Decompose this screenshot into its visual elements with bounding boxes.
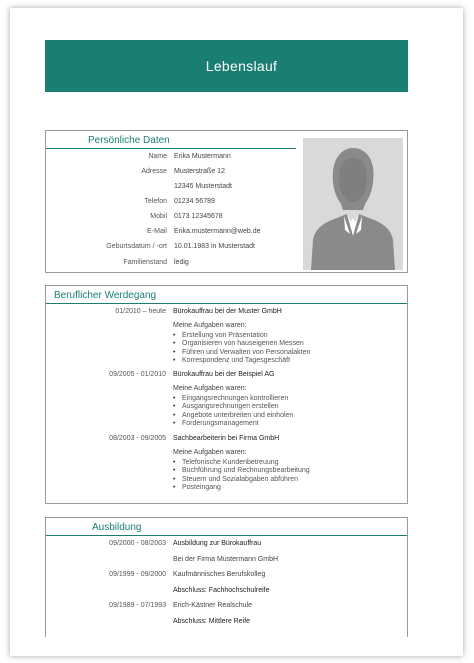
header-band [45,40,408,92]
career-date-2: 09/2005 - 01/2010 [109,371,166,378]
list-item: • Buchführung und Rechnungsbearbeitung [173,467,310,475]
career-intro-2: Meine Aufgaben waren: [173,385,247,392]
list-item: • Korrespondenz und Tagesgeschäft [173,357,310,365]
label-mobile: Mobil [150,213,167,220]
list-item: • Organisieren von hauseigenen Messen [173,340,310,348]
value-birth: 10.01.1983 in Musterstadt [174,243,255,250]
edu-value-5: Erich-Kästner Realschule [173,602,252,609]
career-title-2: Bürokauffrau bei der Beispiel AG [173,371,275,378]
section-education [45,517,408,637]
career-intro-3: Meine Aufgaben waren: [173,449,247,456]
section-personal [45,130,408,273]
label-phone: Telefon [144,198,167,205]
value-email: Erika.mustermann@web.de [174,228,261,235]
career-intro-1: Meine Aufgaben waren: [173,322,247,329]
list-item: • Posteingang [173,484,310,492]
list-item: • Telefonische Kundenbetreuung [173,459,310,467]
edu-date-3: 09/1999 - 09/2000 [109,571,166,578]
edu-value-1: Ausbildung zur Bürokauffrau [173,540,262,547]
value-address-street: Musterstraße 12 [174,168,225,175]
career-title-1: Bürokauffrau bei der Muster GmbH [173,308,282,315]
label-email: E-Mail [147,228,167,235]
list-item: • Führen und Verwalten von Personalakten [173,349,310,357]
list-item: • Eingangsrechnungen kontrollieren [173,395,293,403]
career-date-1: 01/2010 – heute [115,308,166,315]
value-phone: 01234 56789 [174,198,215,205]
edu-value-2: Bei der Firma Mustermann GmbH [173,556,279,563]
section-divider [46,535,407,536]
edu-value-4: Abschluss: Fachhochschulreife [173,587,270,594]
edu-value-6: Abschluss: Mittlere Reife [173,618,251,625]
list-item: • Ausgangsrechnungen erstellen [173,403,293,411]
label-birth: Geburtsdatum / -ort [106,243,167,250]
label-marital: Familienstand [123,259,167,266]
edu-date-5: 09/1989 - 07/1993 [109,602,166,609]
person-silhouette-icon [303,138,403,270]
section-title-career: Beruflicher Werdegang [54,290,157,301]
label-name: Name [148,153,167,160]
section-title-education: Ausbildung [92,522,142,533]
profile-photo-placeholder [303,138,403,270]
career-date-3: 08/2003 - 09/2005 [109,435,166,442]
career-tasks-1 [173,332,310,366]
section-divider [46,148,296,149]
section-title-personal: Persönliche Daten [88,135,170,146]
career-title-3: Sachbearbeiterin bei Firma GmbH [173,435,280,442]
value-address-city: 12345 Musterstadt [174,183,232,190]
career-tasks-2 [173,395,293,429]
value-marital: ledig [174,259,189,266]
list-item: • Erstellung von Präsentation [173,332,310,340]
section-divider [46,303,407,304]
label-address: Adresse [141,168,167,175]
career-tasks-3 [173,459,310,493]
list-item: • Angebote unterbreiten und einholen [173,412,293,420]
value-mobile: 0173 12345678 [174,213,223,220]
list-item: • Steuern und Sozialabgaben abführen [173,476,310,484]
edu-value-3: Kaufmännisches Berufskolleg [173,571,266,578]
list-item: • Forderungsmanagement [173,420,293,428]
edu-date-1: 09/2000 - 08/2003 [109,540,166,547]
page-title: Lebenslauf [205,58,278,74]
section-career [45,285,408,504]
value-name: Erika Mustermann [174,153,231,160]
